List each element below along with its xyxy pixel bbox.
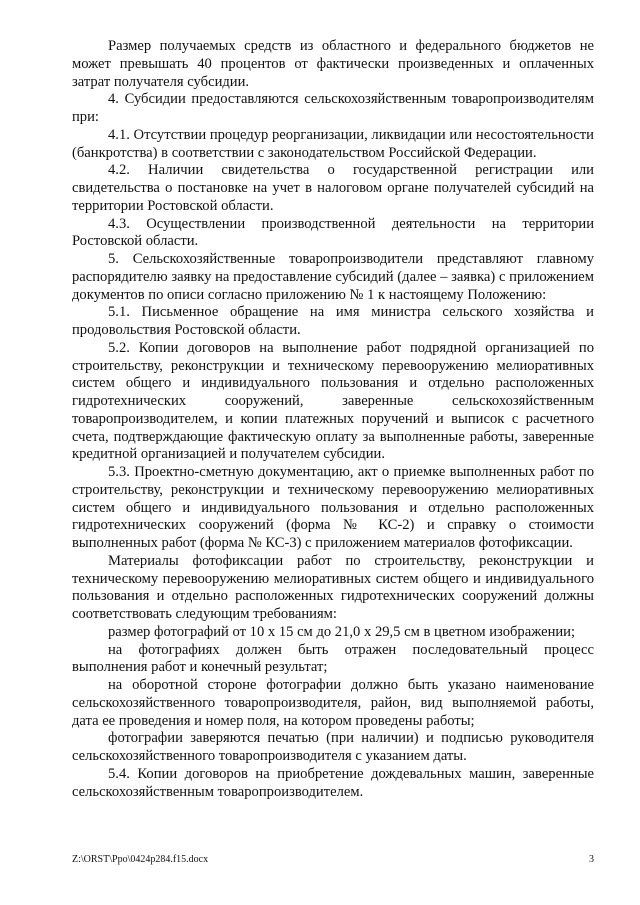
paragraph-photo-certification: фотографии заверяются печатью (при наличии) и подписью руководителя сельскохозяйственного товаропроизводителя с указанием даты. [72, 730, 594, 764]
paragraph-4: 4. Субсидии предоставляются сельскохозяйственным товаропроизводителям при: [72, 91, 594, 125]
footer-file-path: Z:\ORST\Ppo\0424p284.f15.docx [72, 854, 209, 865]
paragraph-photo-requirements: Материалы фотофиксации работ по строительству, реконструкции и техническому перевооружению мелиоративных систем общего и индивидуального пользования и отдельно расположенных гидротехнических сооружений должны соответствовать следующим требованиям: [72, 552, 594, 622]
paragraph-4-1: 4.1. Отсутствии процедур реорганизации, ликвидации или несостоятельности (банкротства) в соответствии с законодательством Российской Федерации. [72, 126, 594, 161]
paragraph-photo-reverse-side: на оборотной стороне фотографии должно быть указано наименование сельскохозяйственного товаропроизводителя, район, вид выполняемой работы, дата ее проведения и номер поля, на котором проведены работы; [72, 677, 594, 729]
paragraph-photo-size: размер фотографий от 10 х 15 см до 21,0 х 29,5 см в цветном изображении; [108, 623, 576, 640]
document-body [72, 38, 594, 801]
paragraph-5-4: 5.4. Копии договоров на приобретение дождевальных машин, заверенные сельскохозяйственным товаропроизводителем. [72, 765, 594, 800]
paragraph-5-3: 5.3. Проектно-сметную документацию, акт о приемке выполненных работ по строительству, реконструкции и техническому перевооружению мелиоративных систем общего и индивидуального пользования и отдельно расположенных гидротехнических сооружений (форма № КС-2) и справку о стоимости выполненных работ (форма № КС-3) с приложением материалов фотофиксации. [72, 464, 594, 551]
paragraph-5-2: 5.2. Копии договоров на выполнение работ подрядной организацией по строительству, реконструкции и техническому перевооружению мелиоративных систем общего и индивидуального пользования и отдельно расположенных гидротехнических сооружений, заверенные сельскохозяйственным товаропроизводителем, и копии платежных поручений и выписок с расчетного счета, подтверждающие фактическую оплату за выполненные работы, заверенные кредитной организацией и получателем субсидии. [72, 339, 594, 463]
paragraph-5: 5. Сельскохозяйственные товаропроизводители представляют главному распорядителю заявку на предоставление субсидий (далее – заявка) с приложением документов по описи согласно приложению № 1 к настоящему Положению: [72, 251, 594, 303]
paragraph-4-2: 4.2. Наличии свидетельства о государственной регистрации или свидетельства о постановке на учет в налоговом органе получателей субсидий на территории Ростовской области. [72, 162, 594, 214]
paragraph-photo-process: на фотографиях должен быть отражен последовательный процесс выполнения работ и конечный результат; [72, 641, 594, 676]
page-number: 3 [589, 854, 594, 865]
paragraph-funding-limit: Размер получаемых средств из областного и федерального бюджетов не может превышать 40 процентов от фактически произведенных и оплаченных затрат получателя субсидии. [72, 38, 594, 90]
paragraph-4-3: 4.3. Осуществлении производственной деятельности на территории Ростовской области. [72, 215, 594, 250]
paragraph-5-1: 5.1. Письменное обращение на имя министра сельского хозяйства и продовольствия Ростовской области. [72, 304, 594, 338]
page-footer [72, 853, 594, 869]
